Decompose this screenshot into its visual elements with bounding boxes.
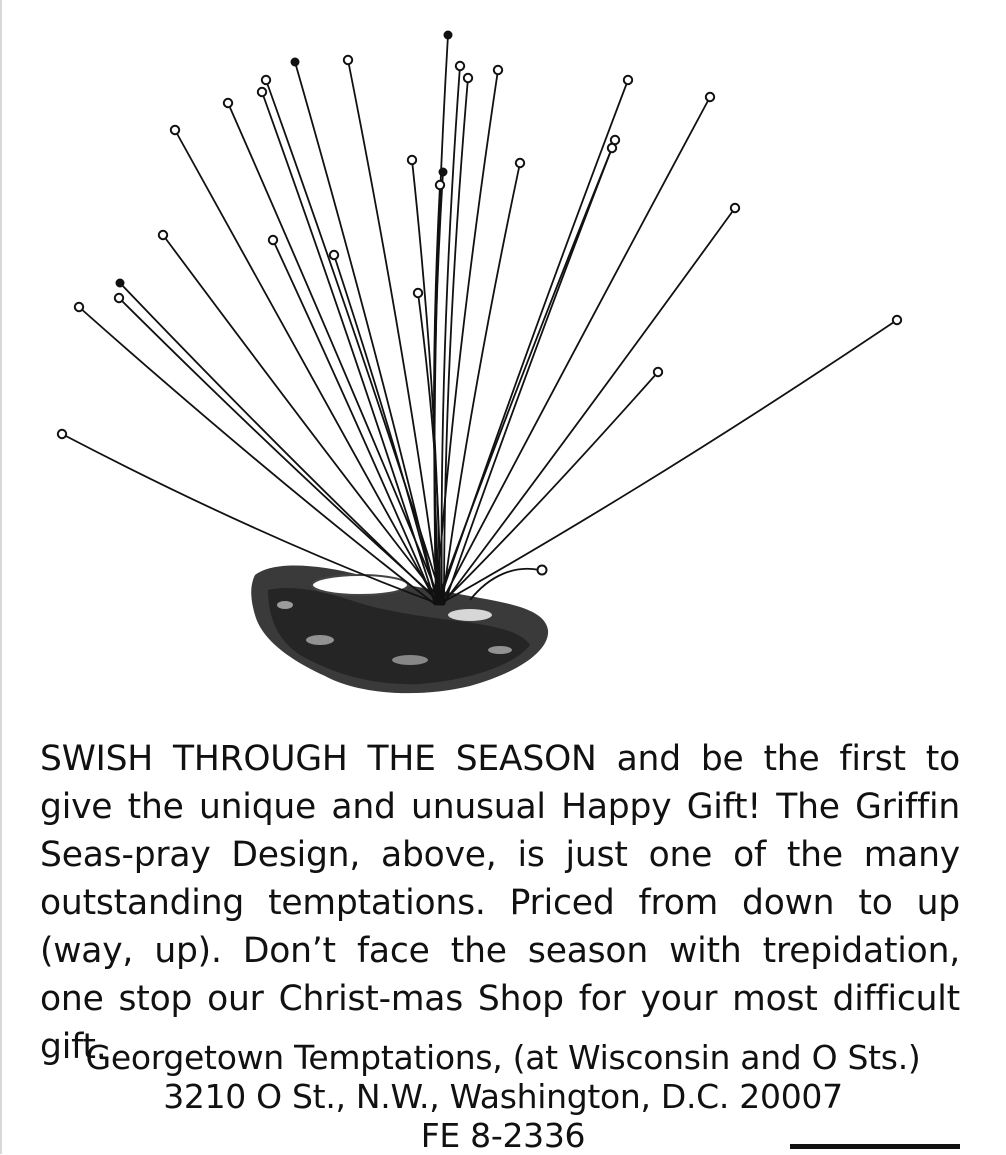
- wire-bead: [893, 316, 901, 324]
- wire-bead: [262, 76, 270, 84]
- curl-wire: [470, 569, 540, 600]
- wire-bead: [516, 159, 524, 167]
- wire-bead: [269, 236, 277, 244]
- wire-bead: [608, 144, 616, 152]
- wire-strand: [273, 240, 436, 605]
- store-name-line: Georgetown Temptations, (at Wisconsin and O Sts.): [85, 1038, 921, 1077]
- sculpture-base: [251, 566, 548, 694]
- wire-strand: [442, 163, 520, 605]
- wire-bead: [117, 280, 124, 287]
- wire-bead: [731, 204, 739, 212]
- wire-bead: [456, 62, 464, 70]
- wire-strand: [79, 307, 436, 605]
- corner-rule: [790, 1144, 960, 1149]
- wire-bead: [436, 181, 444, 189]
- sculpture-wire-spray: [58, 32, 901, 606]
- wire-bead: [115, 294, 123, 302]
- wire-strand: [348, 60, 440, 605]
- wire-strand: [442, 208, 735, 605]
- wire-bead: [171, 126, 179, 134]
- wire-strand: [175, 130, 438, 605]
- wire-bead: [292, 59, 299, 66]
- wire-bead: [654, 368, 662, 376]
- wire-bead: [494, 66, 502, 74]
- wire-bead: [414, 289, 422, 297]
- ad-body-copy: SWISH THROUGH THE SEASON and be the first to give the unique and unusual Happy Gift! The Griffin Seas-pray Design, above, is just one of the many outstanding temptations. Priced from down to up (way, up). Don’t face the season with trepidation, one stop our Christ-mas Shop for your most difficult gift.: [40, 739, 960, 1067]
- wire-bead: [159, 231, 167, 239]
- wire-bead: [330, 251, 338, 259]
- wire-bead: [408, 156, 416, 164]
- wire-strand: [438, 320, 897, 605]
- wire-bead: [258, 88, 266, 96]
- wire-bead: [538, 566, 547, 575]
- street-address-line: 3210 O St., N.W., Washington, D.C. 20007: [163, 1077, 843, 1116]
- wire-bead: [75, 303, 83, 311]
- wire-bead: [440, 169, 447, 176]
- wire-bead: [445, 32, 452, 39]
- wire-bead: [624, 76, 632, 84]
- wire-strand: [444, 140, 615, 605]
- wire-bead: [464, 74, 472, 82]
- wire-strand: [438, 80, 628, 605]
- wire-bead: [706, 93, 714, 101]
- wire-bead: [344, 56, 352, 64]
- wire-bead: [224, 99, 232, 107]
- wire-strand: [440, 97, 710, 605]
- store-address-block: [0, 1038, 1006, 1155]
- phone-number: FE 8-2336: [420, 1116, 586, 1155]
- wire-bead: [58, 430, 66, 438]
